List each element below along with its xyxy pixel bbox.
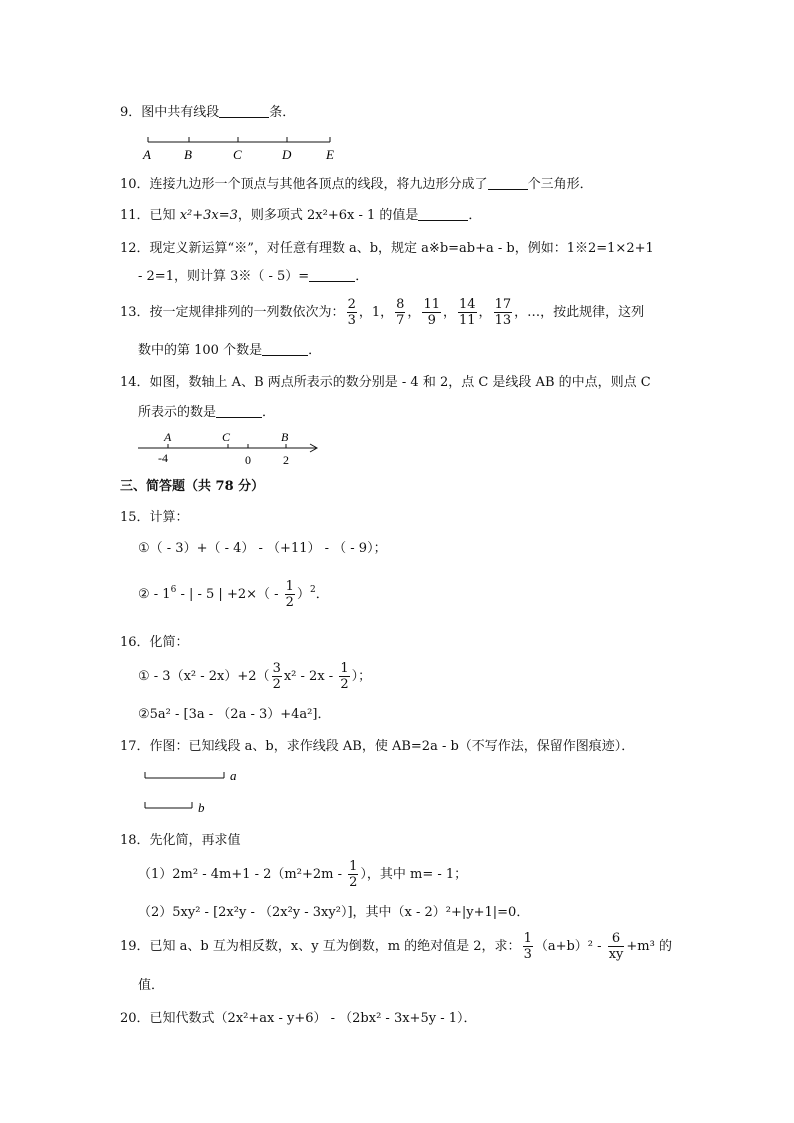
- question-text: ，…，按此规律，这列: [514, 305, 645, 320]
- fraction-1-2: $\frac{1}{2}$: [285, 579, 294, 610]
- question-text: 图中共有线段: [141, 105, 220, 120]
- fraction-1-2: $\frac{1}{2}$: [349, 859, 358, 890]
- question-16: [120, 634, 189, 652]
- question-14-line1: [120, 374, 651, 392]
- point-label-c: C: [233, 147, 242, 162]
- question-text: 的值是: [375, 208, 419, 223]
- question-number: 18．: [120, 833, 150, 848]
- point-label-c: C: [222, 430, 231, 444]
- fraction-2-3: $\frac{2}{3}$: [347, 297, 356, 328]
- fraction-1-2: $\frac{1}{2}$: [340, 661, 349, 692]
- question-17: [120, 738, 634, 756]
- answer-blank[interactable]: [262, 342, 308, 356]
- question-13-line1: 13．按一定规律排列的一列数依次为： $\frac{2}{3}$ ，1， $\frac{8}{7}$ ， $\frac{11}{9}$ ， $\frac{14}{11}$ ， $\frac{17}{13}$ ，…，按此规律，这列: [120, 297, 645, 328]
- answer-blank[interactable]: [219, 104, 269, 118]
- question-text: 先化简，再求值: [149, 833, 241, 848]
- question-number: 14．: [120, 375, 150, 390]
- question-16-part1: ① - 3（x² - 2x）+2（ $\frac{3}{2}$ x² - 2x - $\frac{1}{2}$ ）；: [138, 661, 372, 692]
- answer-blank[interactable]: [216, 404, 262, 418]
- fraction-1-3: $\frac{1}{3}$: [523, 931, 532, 962]
- question-text: 已知代数式（2x²+ax - y+6） - （2bx² - 3x+5y - 1）．: [149, 1011, 477, 1026]
- question-12-line1: [120, 240, 654, 258]
- fraction-11-9: $\frac{11}{9}$: [423, 297, 440, 328]
- question-number: 16．: [120, 635, 150, 650]
- segment-label-a: a: [230, 768, 237, 783]
- question-15-part2: ② - $1^6$ - | - 5 | +2×（ - $\frac{1}{2}$ ）$^2$．: [138, 579, 329, 610]
- question-20: [120, 1010, 477, 1028]
- question-number: 11．: [120, 208, 150, 223]
- question-text: 如图，数轴上 A、B 两点所表示的数分别是 - 4 和 2，点 C 是线段 AB 的中点，则点 C: [149, 375, 651, 390]
- tick-label-0: 0: [245, 453, 251, 467]
- question-9: [120, 104, 295, 122]
- point-label-e: E: [326, 147, 334, 162]
- question-number: 17．: [120, 739, 150, 754]
- fraction-17-13: $\frac{17}{13}$: [494, 297, 512, 328]
- tick-label-2: 2: [283, 453, 289, 467]
- question-tail: ．: [468, 208, 482, 223]
- question-15-part1: ①（ - 3）+（ - 4） - （+11） - （ - 9）；: [138, 541, 387, 556]
- point-label-d: D: [282, 147, 292, 162]
- question-text: 化简：: [149, 635, 189, 650]
- question-18-part1: （1）2m² - 4m+1 - 2（m²+2m - $\frac{1}{2}$ ），其中 m= - 1；: [138, 859, 468, 890]
- question-number: 9．: [120, 105, 142, 120]
- fraction-14-11: $\frac{14}{11}$: [459, 297, 476, 328]
- point-label-a: A: [143, 147, 151, 162]
- question-11: [120, 207, 481, 225]
- question-19-line2: 值．: [138, 978, 165, 993]
- question-text: 数中的第 100 个数是: [138, 343, 263, 358]
- question-text: 按一定规律排列的一列数依次为：: [149, 305, 345, 320]
- fraction-3-2: $\frac{3}{2}$: [272, 661, 281, 692]
- question-15: [120, 509, 189, 527]
- question-number: 15．: [120, 510, 150, 525]
- question-text: ，则多项式: [237, 208, 308, 223]
- question-text: 已知 a、b 互为相反数，x、y 互为倒数，m 的绝对值是 2，求：: [149, 939, 521, 954]
- question-tail: ．: [262, 405, 276, 420]
- question-tail: ．: [355, 269, 369, 284]
- question-text: 现定义新运算“※”，对任意有理数 a、b，规定 a※b=ab+a - b，例如：1※2=1×2+1: [149, 241, 654, 256]
- segment-figure: [140, 133, 350, 165]
- question-tail: 条．: [269, 105, 296, 120]
- question-text: 连接九边形一个顶点与其他各顶点的线段，将九边形分成了: [149, 177, 488, 192]
- question-number: 10．: [120, 177, 150, 192]
- fraction-8-7: $\frac{8}{7}$: [396, 297, 405, 328]
- question-16-part2: ②5a² - [3a - （2a - 3）+4a²]．: [138, 707, 331, 722]
- tick-label-neg4: -4: [158, 451, 168, 465]
- question-number: 19．: [120, 939, 150, 954]
- question-text: 作图：已知线段 a、b，求作线段 AB，使 AB=2a - b（不写作法，保留作图痕迹）．: [149, 739, 635, 754]
- question-19-line1: 19．已知 a、b 互为相反数，x、y 互为倒数，m 的绝对值是 2，求： $\frac{1}{3}$ （a+b）² - $\frac{6}{xy}$ +m³ 的: [120, 931, 672, 962]
- question-text: 已知: [149, 208, 180, 223]
- question-tail: ．: [308, 343, 322, 358]
- answer-blank[interactable]: [309, 268, 355, 282]
- question-text: 所表示的数是: [138, 405, 217, 420]
- section-heading: 三、简答题（共 78 分）: [120, 479, 265, 494]
- question-text: 计算：: [149, 510, 189, 525]
- answer-blank[interactable]: [488, 176, 528, 190]
- point-label-b: B: [281, 430, 289, 444]
- fraction-6-xy: $\frac{6}{xy}$: [608, 931, 624, 962]
- answer-blank[interactable]: [418, 207, 468, 221]
- question-10: [120, 176, 593, 194]
- question-number: 12．: [120, 241, 150, 256]
- point-label-a: A: [164, 430, 172, 444]
- segment-label-b: b: [198, 800, 205, 815]
- question-18: [120, 832, 241, 850]
- question-18-part2: （2）5xy² - [2x²y - （2x²y - 3xy²）]，其中（x - 2）²+|y+1|=0．: [138, 905, 530, 920]
- number-line-figure: [136, 428, 326, 470]
- polynomial: 2x²+6x - 1: [307, 208, 376, 223]
- question-13-line2: [138, 342, 321, 360]
- question-number: 20．: [120, 1011, 150, 1026]
- segment-ticks: [148, 137, 330, 142]
- equation: x²+3x=3: [179, 208, 238, 223]
- question-14-line2: [138, 404, 275, 422]
- question-number: 13．: [120, 305, 150, 320]
- question-12-line2: [138, 268, 368, 286]
- sequence-term: 1，: [371, 305, 394, 320]
- segments-a-b-figure: [140, 766, 250, 818]
- point-label-b: B: [184, 147, 192, 162]
- question-tail: 个三角形．: [527, 177, 593, 192]
- question-text: - 2=1，则计算 3※（ - 5）=: [138, 269, 310, 284]
